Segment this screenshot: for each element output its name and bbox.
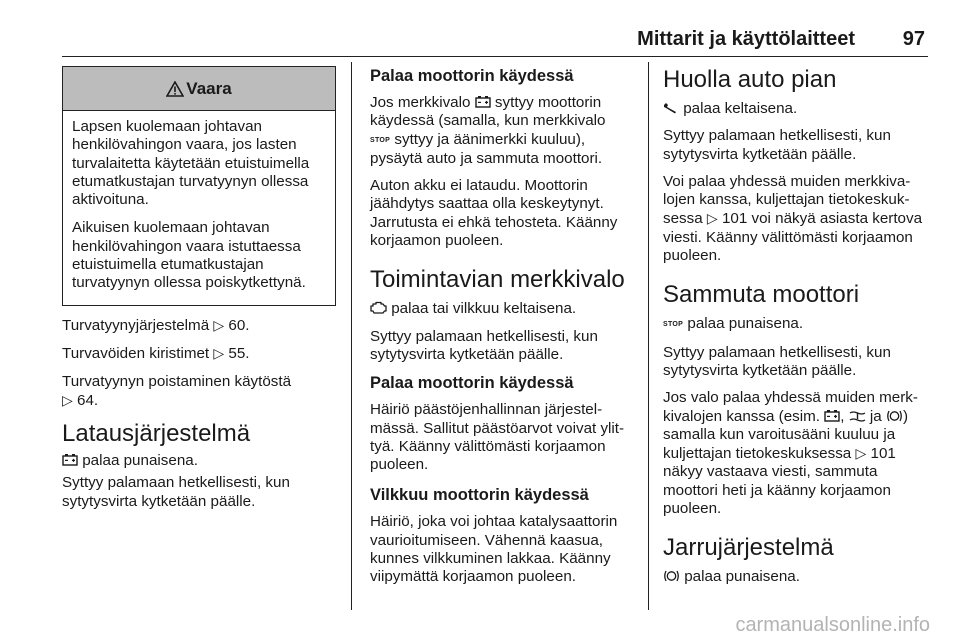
section-heading-charging: Latausjärjestelmä [62,420,251,447]
section-heading-stop-engine: Sammuta moottori [663,281,860,309]
column-1-text [62,316,342,419]
col2-paragraph-5: Häiriö, joka voi johtaa katalysaattorin vaurioitumiseen. Vähennä kaasua, kunnes vilkkuminen lakkaa. Käänny viipymättä korjaamon puoleen. [370,513,618,586]
col2-paragraph-4: Häiriö päästöjenhallinnan järjestelmässä. Sallitut päästöarvot voivat ylittyä. Käänny välittömästi korjaamon puoleen. [370,401,625,474]
warning-body [63,111,335,293]
col3-brake-line: palaa punaisena. [663,568,935,586]
header-rule [62,56,928,57]
subheading-engine-running-2: Palaa moottorin käydessä [370,374,574,393]
page-header-title: Mittarit ja käyttölaitteet [637,28,855,50]
battery-icon [824,409,840,422]
col2-malfunction-line: palaa tai vilkkuu keltaisena. [370,300,638,318]
warning-paragraph-2: Aikuisen kuolemaan johtavan henkilövahingon vaara istuttaessa etuistuimella etumatkustajan turvatyynyn ollessa poiskytkettynä. [72,219,306,292]
charging-section [62,420,342,520]
ref-airbag-deactivation: Turvatyynyn poistaminen käytöstä ▷ 64. [62,372,292,409]
col3-paragraph-2: Voi palaa yhdessä muiden merkkivalojen kanssa, kuljettajan tietokeskuksessa ▷ 101 voi näkyä asiasta kertova viesti. Käänny välittömästi korjaamon puoleen. [663,172,923,265]
section-heading-service: Huolla auto pian [663,66,837,93]
column-divider-left [351,62,352,610]
ref-arrow-icon: ▷ [213,345,225,362]
brake-warning-icon [663,569,680,583]
stop-icon: STOP [370,136,391,144]
col2-paragraph-2: Auton akku ei lataudu. Moottorin jäähdytys saattaa olla keskeytynyt. Jarrutusta ei ehkä tehosteta. Käänny korjaamon puoleen. [370,177,618,250]
warning-triangle-icon [166,81,184,97]
stop-icon: STOP [663,321,684,329]
charging-line-2: Syttyy palamaan hetkellisesti, kun sytytysvirta kytketään päälle. [62,474,290,510]
engine-icon [370,301,387,314]
column-2 [370,66,638,596]
subheading-flashing-engine: Vilkkuu moottorin käydessä [370,486,589,505]
col3-stop-line: STOP palaa punaisena. [663,315,804,333]
column-3 [663,66,935,596]
warning-header [63,67,335,111]
brake-warning-icon [886,409,903,423]
warning-paragraph-1: Lapsen kuolemaan johtavan henkilövahingon vaara, jos lasten turvalaitetta käytetään etuistuimella etumatkustajan turvatyynyn ollessa aktivoituna. [72,118,310,209]
warning-box [62,66,336,306]
wrench-icon [663,102,679,114]
coolant-temperature-icon [849,410,866,422]
ref-arrow-icon: ▷ [706,210,718,227]
section-heading-brakes: Jarrujärjestelmä [663,534,834,562]
section-heading-malfunction: Toimintavian merkkivalo [370,266,625,294]
col3-paragraph-3: Syttyy palamaan hetkellisesti, kun sytytysvirta kytketään päälle. [663,343,891,379]
col3-service-line: palaa keltaisena. [663,100,935,118]
ref-arrow-icon: ▷ [855,445,867,462]
col2-paragraph-3: Syttyy palamaan hetkellisesti, kun sytytysvirta kytketään päälle. [370,327,598,363]
page-number: 97 [902,28,925,50]
col2-paragraph-1: Jos merkkivalo syttyy moottorin käydessä (samalla, kun merkkivalo STOP syttyy ja äänimerkki kuuluu), pysäytä auto ja sammuta moottori. [370,94,606,167]
watermark: carmanualsonline.info [735,614,930,636]
ref-belt-tensioners: Turvavöiden kiristimet ▷ 55. [62,345,250,363]
ref-arrow-icon: ▷ [213,317,225,333]
ref-arrow-icon: ▷ [62,391,73,408]
col3-paragraph-1: Syttyy palamaan hetkellisesti, kun sytytysvirta kytketään päälle. [663,127,891,163]
column-divider-right [648,62,649,610]
battery-icon [62,453,78,466]
charging-line-1: palaa punaisena. [62,452,342,470]
subheading-engine-running-1: Palaa moottorin käydessä [370,67,574,85]
warning-title: Vaara [186,78,232,98]
col3-paragraph-4: Jos valo palaa yhdessä muiden merkkivalojen kanssa (esim. , ja ) samalla kun varoitusääni kuuluu ja kuljettajan tietokeskuksessa ▷ 101 näkyy vastaava viesti, sammuta moottori heti ja käänny korjaamon puoleen. [663,389,918,518]
battery-icon [475,95,491,108]
ref-airbag-system: Turvatyynyjärjestelmä ▷ 60. [62,317,250,334]
